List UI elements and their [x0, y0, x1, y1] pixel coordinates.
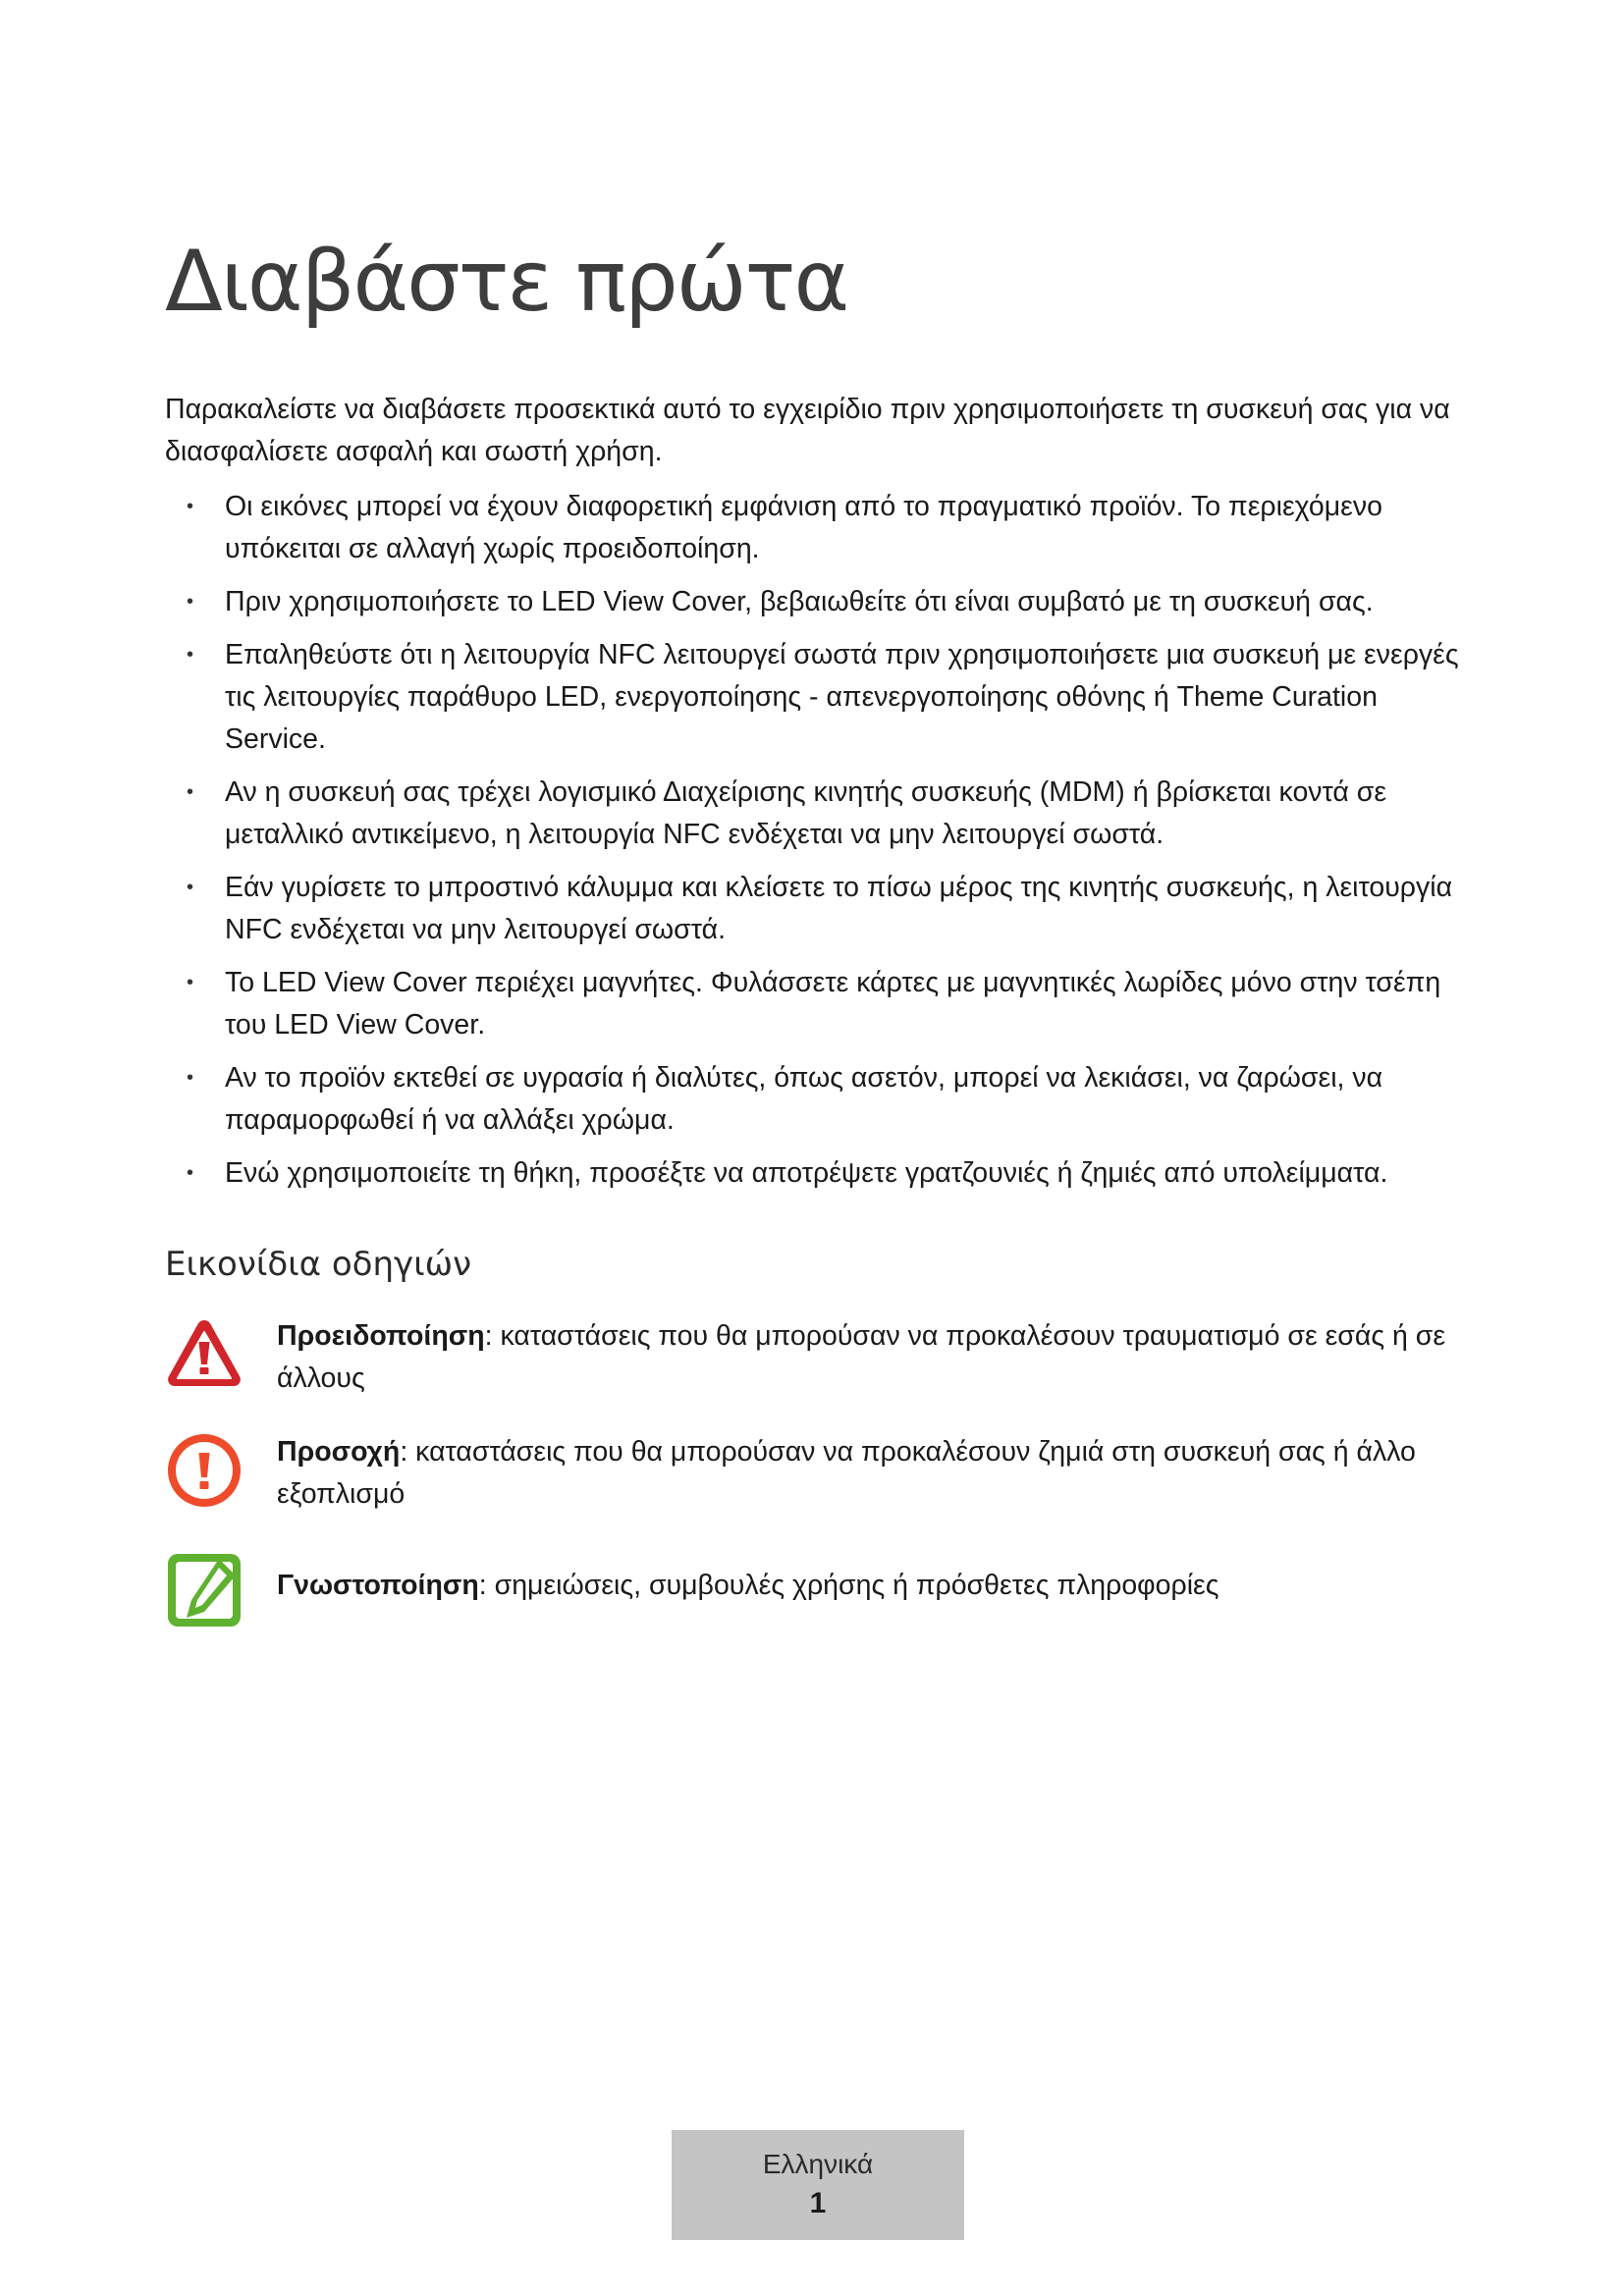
warning-term: Προειδοποίηση — [277, 1320, 485, 1352]
list-item-text: Επαληθεύστε ότι η λειτουργία NFC λειτουργεί σωστά πριν χρησιμοποιήσετε μια συσκευή με ενεργές τις λειτουργίες παράθυρο LED, ενεργοποίησης - απενεργοποίησης οθόνης ή Theme Curation Service. — [225, 639, 1459, 755]
page-title: Διαβάστε πρώτα — [165, 233, 848, 331]
list-item — [165, 581, 1481, 623]
list-item — [165, 772, 1481, 856]
precautions-list — [165, 486, 1481, 1205]
list-item — [165, 486, 1481, 570]
caution-text: : καταστάσεις που θα μπορούσαν να προκαλέσουν ζημιά στη συσκευή σας ή άλλο εξοπλισμό — [277, 1436, 1416, 1510]
bullet-icon: • — [187, 877, 194, 898]
note-description — [277, 1551, 1481, 1607]
note-pen-icon — [165, 1551, 244, 1629]
list-item — [165, 1152, 1481, 1195]
list-item-text: Το LED View Cover περιέχει μαγνήτες. Φυλάσσετε κάρτες με μαγνητικές λωρίδες μόνο στην τσέπη του LED View Cover. — [225, 967, 1441, 1041]
footer-language: Ελληνικά — [762, 2149, 874, 2179]
caution-term: Προσοχή — [277, 1436, 401, 1468]
note-instruction — [165, 1551, 1481, 1607]
caution-instruction — [165, 1431, 1481, 1516]
note-term: Γνωστοποίηση — [277, 1570, 479, 1601]
caution-circle-icon — [165, 1431, 244, 1510]
page-footer — [672, 2130, 964, 2240]
bullet-icon: • — [187, 591, 194, 613]
bullet-icon: • — [187, 1067, 194, 1089]
intro-paragraph: Παρακαλείστε να διαβάσετε προσεκτικά αυτό το εγχειρίδιο πριν χρησιμοποιήσετε τη συσκευή σας για να διασφαλίσετε ασφαλή και σωστή χρήση. — [165, 394, 1450, 467]
bullet-icon: • — [187, 972, 194, 993]
bullet-icon: • — [187, 781, 194, 803]
list-item-text: Αν το προϊόν εκτεθεί σε υγρασία ή διαλύτες, όπως ασετόν, μπορεί να λεκιάσει, να ζαρώσει, να παραμορφωθεί ή να αλλάξει χρώμα. — [225, 1062, 1383, 1136]
list-item-text: Εάν γυρίσετε το μπροστινό κάλυμμα και κλείσετε το πίσω μέρος της κινητής συσκευής, η λειτουργία NFC ενδέχεται να μην λειτουργεί σωστά. — [225, 872, 1453, 945]
page-number: 1 — [809, 2187, 827, 2219]
note-text: : σημειώσεις, συμβουλές χρήσης ή πρόσθετες πληροφορίες — [478, 1570, 1219, 1601]
bullet-icon: • — [187, 644, 194, 666]
list-item — [165, 962, 1481, 1046]
warning-text: : καταστάσεις που θα μπορούσαν να προκαλέσουν τραυματισμό σε εσάς ή σε άλλους — [277, 1320, 1446, 1394]
list-item — [165, 867, 1481, 951]
caution-description — [277, 1431, 1481, 1516]
list-item — [165, 634, 1481, 761]
list-item — [165, 1057, 1481, 1142]
warning-triangle-icon — [165, 1315, 244, 1394]
warning-description — [277, 1315, 1481, 1400]
list-item-text: Ενώ χρησιμοποιείτε τη θήκη, προσέξτε να αποτρέψετε γρατζουνιές ή ζημιές από υπολείμματα. — [225, 1157, 1388, 1189]
list-item-text: Αν η συσκευή σας τρέχει λογισμικό Διαχείρισης κινητής συσκευής (MDM) ή βρίσκεται κοντά σε μεταλλικό αντικείμενο, η λειτουργία NFC ενδέχεται να μην λειτουργεί σωστά. — [225, 776, 1387, 850]
section-heading: Εικονίδια οδηγιών — [165, 1245, 472, 1284]
list-item-text: Οι εικόνες μπορεί να έχουν διαφορετική εμφάνιση από το πραγματικό προϊόν. Το περιεχόμενο υπόκειται σε αλλαγή χωρίς προειδοποίηση. — [225, 491, 1382, 564]
warning-instruction — [165, 1315, 1481, 1400]
list-item-text: Πριν χρησιμοποιήσετε το LED View Cover, βεβαιωθείτε ότι είναι συμβατό με τη συσκευή σας. — [225, 586, 1374, 617]
bullet-icon: • — [187, 1162, 194, 1184]
bullet-icon: • — [187, 496, 194, 517]
